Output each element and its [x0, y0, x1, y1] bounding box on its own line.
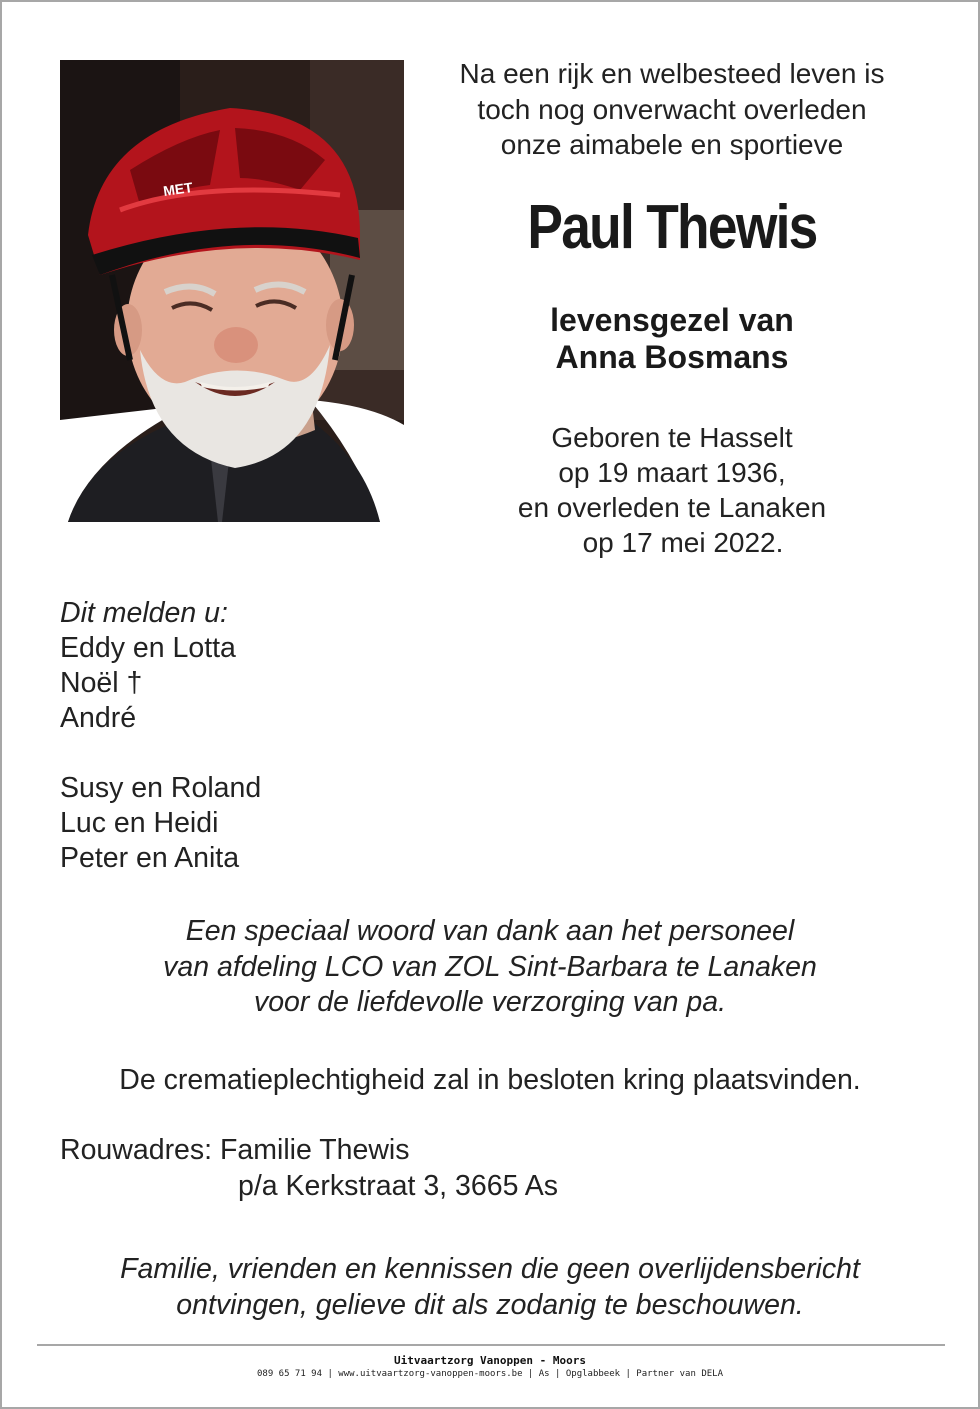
birth-line: op 19 maart 1936, [558, 457, 786, 488]
family-member: Eddy en Lotta [60, 632, 236, 664]
closing-note [2, 1251, 978, 1323]
intro-text [422, 56, 922, 163]
closing-line: Familie, vrienden en kennissen die geen overlijdensbericht [120, 1253, 860, 1285]
address-line: Rouwadres: Familie Thewis [60, 1134, 410, 1166]
thanks-line: van afdeling LCO van ZOL Sint-Barbara te Lanaken [163, 950, 817, 983]
footer-divider [37, 1344, 945, 1346]
birth-death-details [422, 420, 922, 560]
family-member: Peter en Anita [60, 842, 240, 874]
thanks-message [2, 914, 978, 1021]
death-line: en overleden te Lanaken [517, 492, 827, 523]
family-list [60, 596, 261, 876]
family-member: Noël † [60, 667, 143, 699]
family-member: Luc en Heidi [60, 807, 219, 839]
partner-label: levensgezel van [550, 302, 794, 338]
funeral-home-contact: 089 65 71 94 | www.uitvaartzorg-vanoppen-moors.be | As | Opglabbeek | Partner van DELA [257, 1369, 723, 1379]
mourning-address [60, 1133, 558, 1204]
family-member: André [60, 702, 137, 734]
funeral-home-name: Uitvaartzorg Vanoppen - Moors [393, 1354, 587, 1367]
partner-block [422, 302, 922, 376]
intro-line: toch nog onverwacht overleden [477, 93, 867, 125]
family-member: Susy en Roland [60, 772, 262, 804]
deceased-name: Paul Thewis [527, 193, 817, 262]
death-line: op 17 mei 2022. [582, 527, 784, 558]
intro-line: Na een rijk en welbesteed leven is [459, 58, 885, 89]
partner-name: Anna Bosmans [555, 339, 789, 375]
thanks-line: Een speciaal woord van dank aan het personeel [185, 915, 795, 947]
closing-line: ontvingen, gelieve dit als zodanig te beschouwen. [176, 1289, 804, 1321]
family-intro: Dit melden u: [60, 597, 228, 629]
birth-line: Geboren te Hasselt [551, 422, 793, 453]
helmet-logo: MET [162, 179, 194, 199]
intro-line: onze aimabele en sportieve [500, 129, 844, 160]
portrait-photo [60, 60, 404, 522]
cremation-notice: De crematieplechtigheid zal in besloten kring plaatsvinden. [119, 1064, 861, 1096]
address-line: p/a Kerkstraat 3, 3665 As [238, 1169, 559, 1202]
thanks-line: voor de liefdevolle verzorging van pa. [253, 986, 727, 1018]
